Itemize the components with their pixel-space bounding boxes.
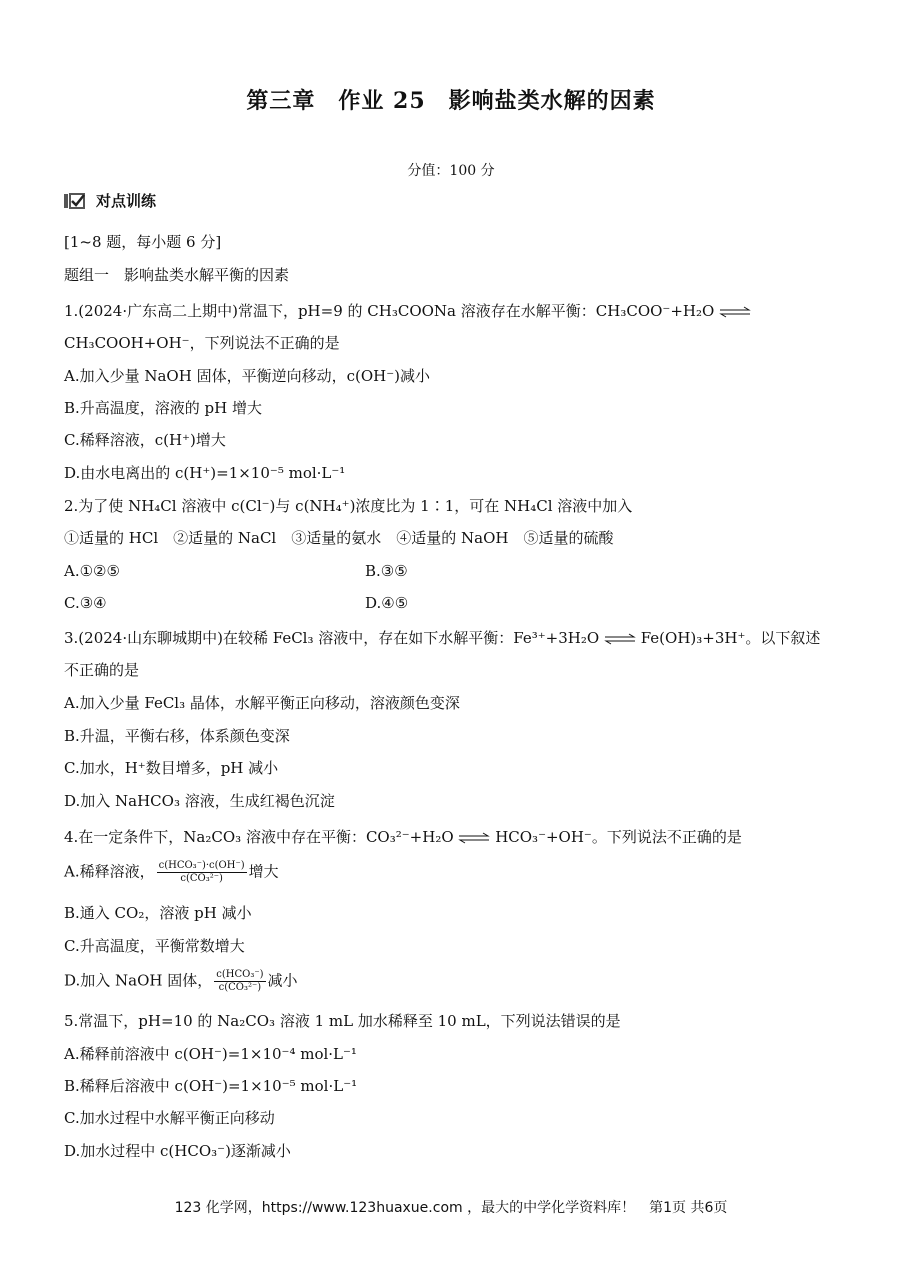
q2-stem: 2.为了使 NH₄Cl 溶液中 c(Cl⁻)与 c(NH₄⁺)浓度比为 1∶1，可在 NH₄Cl 溶液中加入 [64,497,633,515]
q4-a-denominator: c(CO₃²⁻) [180,873,223,884]
q4-a-numerator: c(HCO₃⁻)·c(OH⁻) [158,860,245,871]
q1-stem-b: CH₃COOH+OH⁻，下列说法不正确的是 [64,334,340,352]
score-line: 分值：100 分 [407,163,495,179]
q2-option-b: B.③⑤ [365,562,408,580]
q1-stem [64,301,751,321]
equilibrium-arrow-icon [719,306,751,318]
q2-option-d: D.④⑤ [365,594,409,612]
q3-stem-a1: 3.(2024·山东聊城期中)在较稀 FeCl₃ 溶液中，存在如下水解平衡：Fe³⁺+3H₂O [64,629,600,647]
q4-option-c: C.升高温度，平衡常数增大 [64,937,245,955]
group-heading: 题组一 影响盐类水解平衡的因素 [64,266,290,284]
q4-option-b: B.通入 CO₂，溶液 pH 减小 [64,904,252,922]
q4-d-prefix: D.加入 NaOH 固体， [64,971,213,990]
q4-stem-a: 4.在一定条件下，Na₂CO₃ 溶液中存在平衡：CO₃²⁻+H₂O [64,828,454,846]
q4-a-prefix: A.稀释溶液， [64,862,155,881]
q4-stem-b: HCO₃⁻+OH⁻。下列说法不正确的是 [495,828,742,846]
q3-option-d: D.加入 NaHCO₃ 溶液，生成红褐色沉淀 [64,792,335,810]
q5-stem: 5.常温下，pH=10 的 Na₂CO₃ 溶液 1 mL 加水稀释至 10 mL，下列说法错误的是 [64,1012,621,1030]
q4-option-d [64,969,298,994]
equilibrium-arrow-icon [458,832,490,844]
q2-option-a: A.①②⑤ [64,562,120,580]
q1-option-a: A.加入少量 NaOH 固体，平衡逆向移动，c(OH⁻)减小 [64,367,430,385]
checkbox-icon [64,192,86,210]
equilibrium-arrow-icon [604,633,636,645]
q3-stem-b: 不正确的是 [64,661,140,679]
q3-stem-a2: Fe(OH)₃+3H⁺。以下叙述 [640,629,821,647]
q4-d-suffix: 减小 [267,971,298,990]
q4-option-a [64,860,279,885]
q3-option-b: B.升温，平衡右移，体系颜色变深 [64,727,290,745]
q3-option-a: A.加入少量 FeCl₃ 晶体，水解平衡正向移动，溶液颜色变深 [64,694,460,712]
q5-option-a: A.稀释前溶液中 c(OH⁻)=1×10⁻⁴ mol·L⁻¹ [64,1045,357,1063]
q5-option-b: B.稀释后溶液中 c(OH⁻)=1×10⁻⁵ mol·L⁻¹ [64,1077,358,1095]
q1-option-b: B.升高温度，溶液的 pH 增大 [64,399,263,417]
q2-option-c: C.③④ [64,594,107,612]
q4-d-denominator: c(CO₃²⁻) [218,982,262,993]
q4-d-numerator: c(HCO₃⁻) [216,969,264,980]
q1-stem-a: 1.(2024·广东高二上期中)常温下，pH=9 的 CH₃COONa 溶液存在水解平衡：CH₃COO⁻+H₂O [64,302,715,320]
q5-option-c: C.加水过程中水解平衡正向移动 [64,1109,275,1127]
page-title: 第三章 作业 25 影响盐类水解的因素 [246,88,656,114]
q1-option-d: D.由水电离出的 c(H⁺)=1×10⁻⁵ mol·L⁻¹ [64,464,346,482]
section-header [64,190,156,211]
q3-option-c: C.加水，H⁺数目增多，pH 减小 [64,759,279,777]
q2-choices: ①适量的 HCl ②适量的 NaCl ③适量的氨水 ④适量的 NaOH ⑤适量的硫酸 [64,529,614,547]
q4-a-fraction [157,860,247,885]
q4-a-suffix: 增大 [248,862,279,881]
page-footer: 123 化学网，https://www.123huaxue.com ，最大的中学化学资料库！ 第1页 共6页 [174,1200,728,1216]
q3-stem [64,628,820,648]
q4-d-fraction [214,969,265,994]
question-scope: [1~8 题，每小题 6 分] [64,233,222,251]
q5-option-d: D.加水过程中 c(HCO₃⁻)逐渐减小 [64,1142,291,1160]
section-label: 对点训练 [96,192,157,210]
q1-option-c: C.稀释溶液，c(H⁺)增大 [64,431,226,449]
q4-stem [64,827,742,847]
